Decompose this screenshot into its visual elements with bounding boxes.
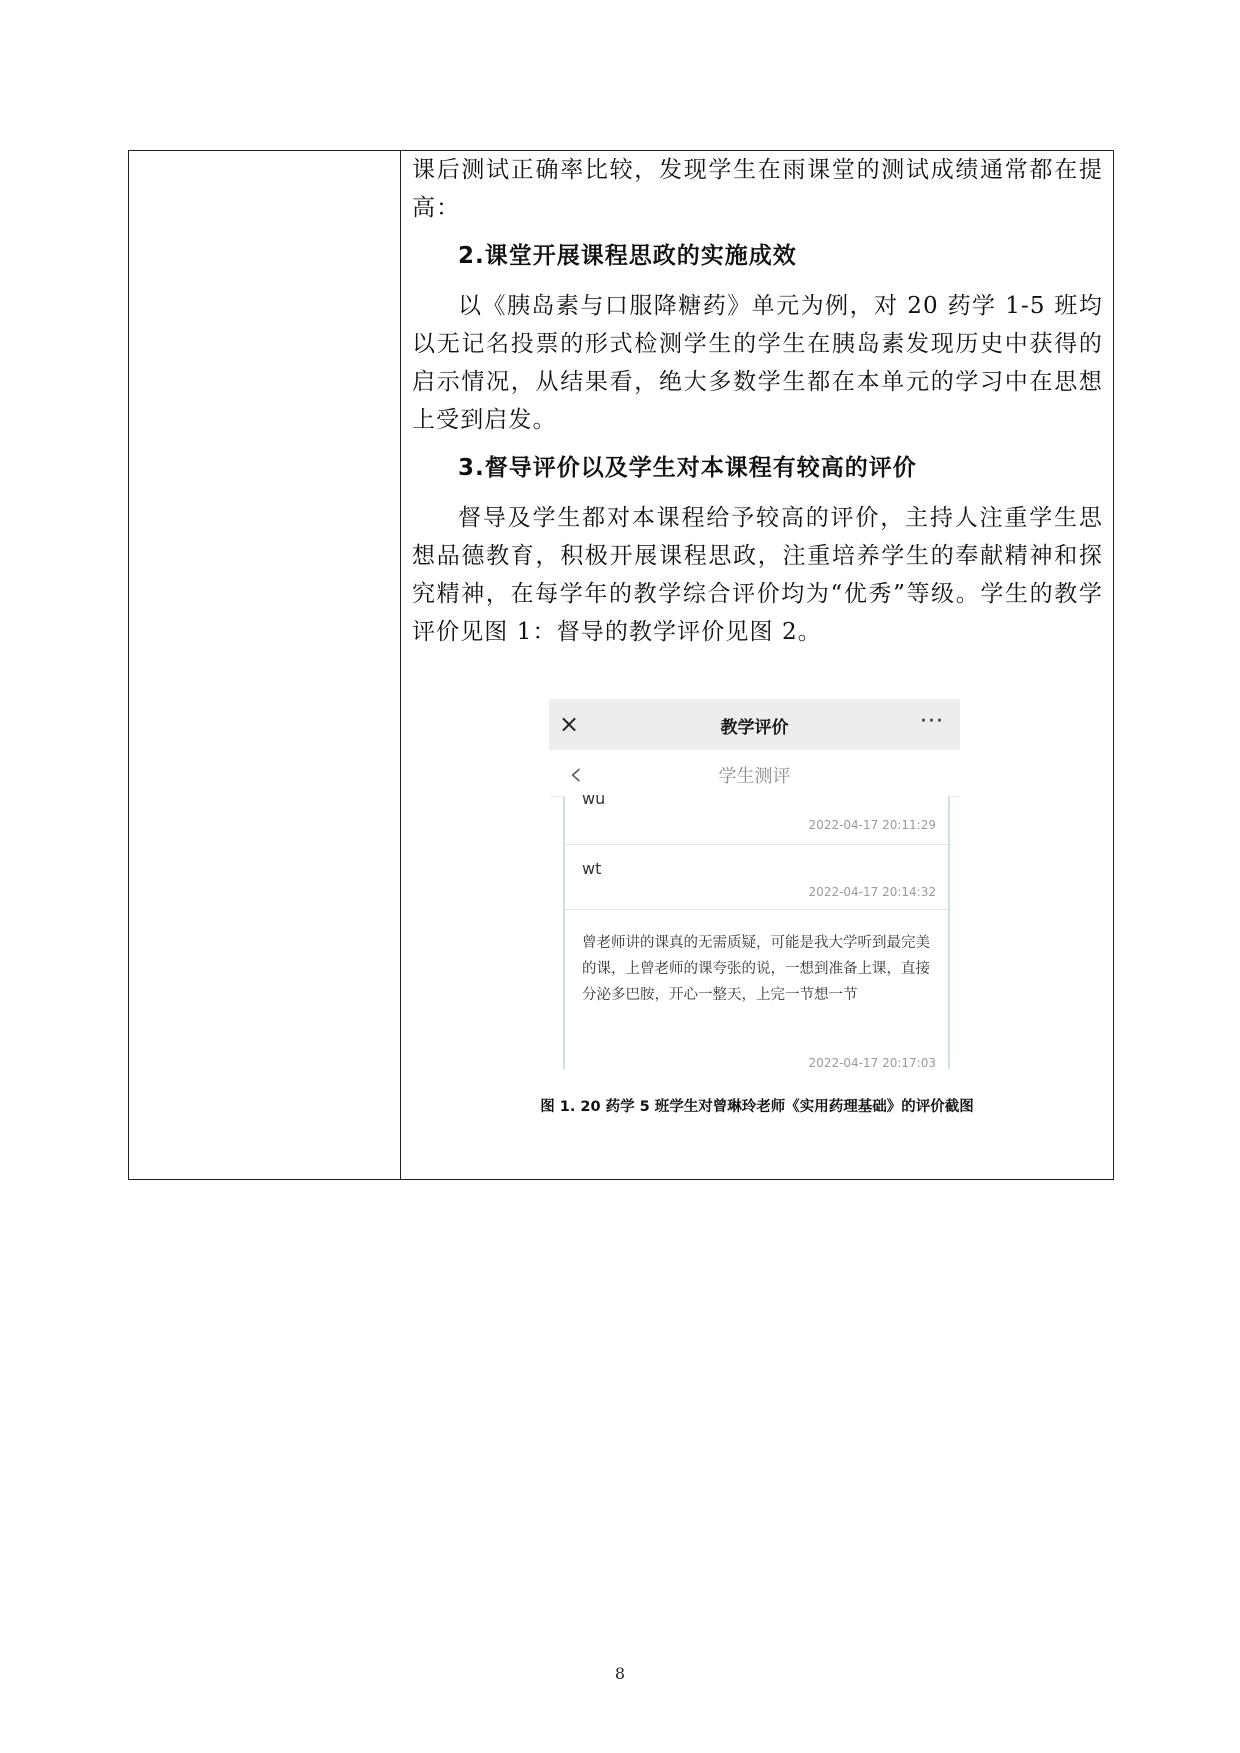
section-heading-3: 3.督导评价以及学生对本课程有较高的评价 — [458, 455, 917, 481]
more-icon: ··· — [920, 709, 944, 734]
back-chevron-icon: ‹ — [569, 754, 583, 794]
paragraph-evaluation: 督导及学生都对本课程给予较高的评价，主持人注重学生思想品德教育，积极开展课程思政，注重培养学生的奉献精神和探究精神，在每学年的教学综合评价均为“优秀”等级。学生的教学评价见图 1：督导的教学评价见图 2。 — [412, 505, 1103, 645]
comment-text: wt — [582, 859, 602, 878]
table-right-column — [401, 151, 1113, 1179]
comment-text: wu — [582, 789, 606, 808]
comment-text: 曾老师讲的课真的无需质疑，可能是我大学听到最完美的课，上曾老师的课夸张的说，一想到准备上课，直接分泌多巴胺，开心一整天，上完一节想一节 — [582, 935, 930, 1003]
comment-time: 2022-04-17 20:17:03 — [808, 1056, 936, 1069]
screenshot-top-bar — [549, 699, 960, 750]
comment-item — [565, 910, 948, 1069]
paragraph-test-comparison: 课后测试正确率比较，发现学生在雨课堂的测试成绩通常都在提高： — [412, 157, 1103, 221]
screenshot-title: 教学评价 — [720, 718, 789, 738]
figure-caption: 图 1. 20 药学 5 班学生对曾琳玲老师《实用药理基础》的评价截图 — [540, 1099, 974, 1115]
close-icon: × — [559, 710, 580, 738]
comment-feed — [563, 789, 950, 1069]
paragraph-insulin-unit: 以《胰岛素与口服降糖药》单元为例，对 20 药学 1-5 班均以无记名投票的形式检测学生的学生在胰岛素发现历史中获得的启示情况，从结果看，绝大多数学生都在本单元的学习中在思想上受到启发。 — [412, 293, 1103, 433]
screenshot-nav-bar — [549, 750, 960, 797]
comment-time: 2022-04-17 20:14:32 — [808, 885, 936, 899]
table-frame — [128, 150, 1114, 1180]
comment-item — [565, 845, 948, 910]
page-number: 8 — [614, 1664, 626, 1683]
screenshot-nav-title: 学生测评 — [718, 766, 791, 787]
comment-item — [565, 789, 948, 845]
table-left-column — [129, 151, 401, 1179]
section-heading-2: 2.课堂开展课程思政的实施成效 — [458, 243, 797, 269]
comment-time: 2022-04-17 20:11:29 — [808, 818, 936, 832]
evaluation-screenshot — [549, 699, 960, 1069]
